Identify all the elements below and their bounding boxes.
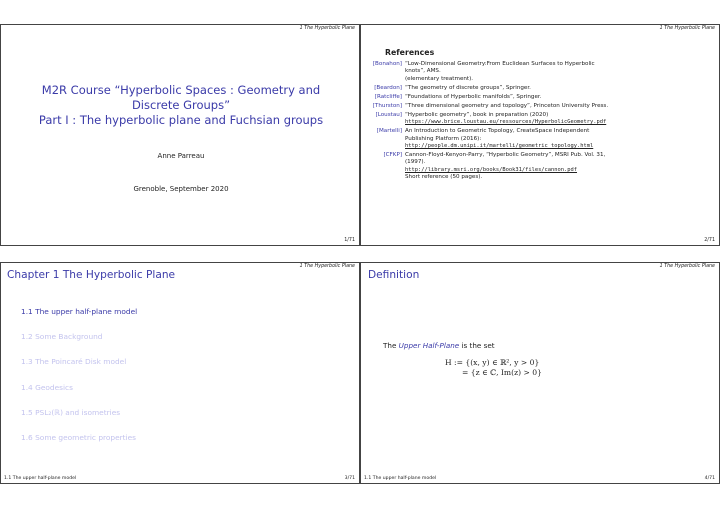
toc-item-psl2-isometries[interactable]: 1.5 PSL₂(ℝ) and isometries bbox=[21, 407, 121, 417]
reference-text: An Introduction to Geometric Topology, CreateSpace Independent bbox=[405, 128, 590, 135]
slide-header: 1 The Hyperbolic Plane bbox=[659, 26, 715, 31]
definition-text bbox=[383, 341, 495, 350]
reference-item bbox=[365, 128, 715, 150]
references-heading: References bbox=[385, 48, 435, 57]
reference-key[interactable]: [Thurston] bbox=[372, 102, 402, 109]
reference-text: knots”, AMS. bbox=[405, 68, 441, 75]
reference-item bbox=[365, 61, 715, 83]
definition-title: Definition bbox=[368, 269, 420, 281]
math-line-1: H := {(x, y) ∈ ℝ², y > 0} bbox=[445, 358, 540, 367]
chapter-title: Chapter 1 The Hyperbolic Plane bbox=[7, 269, 176, 281]
slide-header: 1 The Hyperbolic Plane bbox=[659, 264, 715, 269]
reference-url-link[interactable]: http://library.msri.org/books/Book31/files/cannon.pdf bbox=[405, 166, 578, 173]
page-number: 4/71 bbox=[704, 476, 715, 481]
reference-text: Publishing Platform (2016): bbox=[405, 135, 482, 142]
footer-section: 1.1 The upper half-plane model bbox=[364, 476, 437, 481]
footer-section: 1.1 The upper half-plane model bbox=[4, 476, 77, 481]
reference-key[interactable]: [CFKP] bbox=[383, 152, 402, 159]
reference-text: Cannon-Floyd-Kenyon-Parry, “Hyperbolic Geometry”, MSRI Pub. Vol. 31, bbox=[405, 152, 606, 159]
toc-item-background[interactable]: 1.2 Some Background bbox=[21, 332, 103, 342]
reference-key[interactable]: [Ratcliffe] bbox=[374, 93, 402, 100]
reference-text: “Hyperbolic geometry”, book in preparation (2020) bbox=[405, 111, 549, 118]
reference-item bbox=[365, 152, 715, 182]
page-number: 3/71 bbox=[344, 476, 355, 481]
toc-item-upper-half-plane[interactable]: 1.1 The upper half-plane model bbox=[21, 307, 138, 316]
math-line-2: = {z ∈ ℂ, Im(z) > 0} bbox=[462, 368, 542, 377]
reference-text: “Foundations of Hyperbolic manifolds”, Springer. bbox=[405, 93, 542, 100]
slide-references bbox=[360, 24, 720, 246]
slide-chapter bbox=[0, 262, 360, 484]
reference-key[interactable]: [Loustau] bbox=[375, 111, 402, 118]
reference-item bbox=[365, 94, 715, 101]
reference-text: (1997). bbox=[405, 159, 426, 166]
definition-text-start: The bbox=[383, 341, 399, 350]
table-of-contents bbox=[21, 307, 137, 458]
title-line: Discrete Groups” bbox=[131, 98, 231, 112]
reference-key[interactable]: [Martelli] bbox=[376, 128, 402, 135]
definition-text-end: is the set bbox=[459, 341, 495, 350]
defined-term: Upper Half-Plane bbox=[398, 341, 460, 350]
reference-text: “Low-Dimensional Geometry:From Euclidean Surfaces to Hyperbolic bbox=[405, 61, 595, 67]
toc-item-poincare-disk[interactable]: 1.3 The Poincaré Disk model bbox=[21, 357, 127, 367]
page-number: 1/71 bbox=[344, 238, 355, 243]
reference-text: “The geometry of discrete groups”, Springer. bbox=[405, 84, 531, 91]
reference-url-link[interactable]: https://www.brice.loustau.eu/ressources/HyperbolicGeometry.pdf bbox=[405, 119, 607, 126]
title-line: M2R Course “Hyperbolic Spaces : Geometry and bbox=[41, 83, 321, 97]
reference-item bbox=[365, 103, 715, 110]
reference-key[interactable]: [Bonahon] bbox=[372, 61, 402, 67]
course-title bbox=[1, 83, 360, 128]
reference-item bbox=[365, 112, 715, 127]
slide-header: 1 The Hyperbolic Plane bbox=[299, 264, 355, 269]
reference-list bbox=[365, 61, 715, 183]
slide-header: 1 The Hyperbolic Plane bbox=[299, 26, 355, 31]
toc-item-geodesics[interactable]: 1.4 Geodesics bbox=[21, 382, 73, 392]
place-date: Grenoble, September 2020 bbox=[133, 185, 229, 193]
author: Anne Parreau bbox=[157, 152, 205, 160]
reference-text: “Three dimensional geometry and topology”, Princeton University Press. bbox=[405, 102, 609, 109]
slide-definition bbox=[360, 262, 720, 484]
toc-item-geometric-properties[interactable]: 1.6 Some geometric properties bbox=[21, 432, 137, 442]
page-number: 2/71 bbox=[704, 238, 715, 243]
reference-key[interactable]: [Beardon] bbox=[374, 84, 402, 91]
reference-item bbox=[365, 85, 715, 92]
reference-text: (elementary treatment). bbox=[405, 75, 474, 82]
reference-text: Short reference (50 pages). bbox=[405, 174, 483, 181]
title-line: Part I : The hyperbolic plane and Fuchsian groups bbox=[38, 113, 324, 127]
reference-url-link[interactable]: http://people.dm.unipi.it/martelli/geometric_topology.html bbox=[405, 143, 594, 150]
slide-title bbox=[0, 24, 360, 246]
